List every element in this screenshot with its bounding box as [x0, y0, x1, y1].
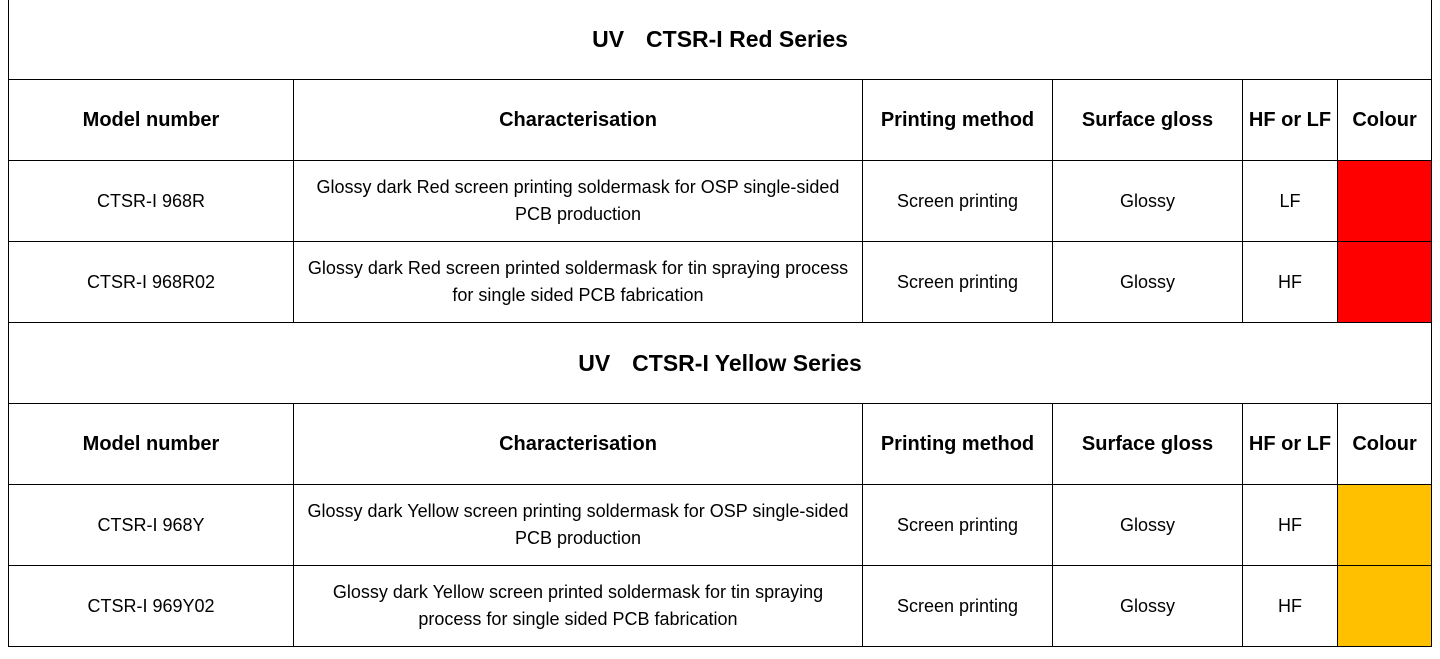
table-row — [9, 242, 1432, 323]
column-header-row — [9, 404, 1432, 485]
cell-model-number: CTSR-I 968R — [9, 161, 294, 242]
section-title-text: CTSR-I Yellow Series — [632, 349, 862, 376]
header-surface-gloss: Surface gloss — [1053, 404, 1243, 485]
product-spec-table — [8, 0, 1432, 647]
description-line: PCB production — [514, 204, 642, 224]
header-colour: Colour — [1338, 80, 1432, 161]
description-line: process for single sided PCB fabrication — [418, 609, 738, 629]
cell-surface-gloss: Glossy — [1053, 242, 1243, 323]
cell-characterisation — [294, 566, 863, 647]
cell-model-number: CTSR-I 968R02 — [9, 242, 294, 323]
section-title — [9, 0, 1432, 80]
table-row — [9, 566, 1432, 647]
section-title — [9, 323, 1432, 404]
header-printing-method: Printing method — [863, 80, 1053, 161]
colour-swatch — [1338, 161, 1432, 242]
section-title-text: CTSR-I Red Series — [646, 25, 848, 52]
cell-hf-or-lf: LF — [1243, 161, 1338, 242]
cell-surface-gloss: Glossy — [1053, 485, 1243, 566]
description-line: Glossy dark Red screen printed soldermask for tin spraying process — [307, 258, 849, 278]
table-row — [9, 485, 1432, 566]
cell-hf-or-lf: HF — [1243, 485, 1338, 566]
description-line: Glossy dark Red screen printing soldermask for OSP single-sided — [316, 177, 840, 197]
section-title-prefix: UV — [578, 349, 611, 376]
section-title-row — [9, 0, 1432, 80]
cell-model-number: CTSR-I 969Y02 — [9, 566, 294, 647]
header-characterisation: Characterisation — [294, 404, 863, 485]
colour-swatch — [1338, 242, 1432, 323]
cell-characterisation — [294, 242, 863, 323]
header-model-number: Model number — [9, 404, 294, 485]
header-hf-or-lf: HF or LF — [1243, 80, 1338, 161]
description-line: Glossy dark Yellow screen printing soldermask for OSP single-sided — [307, 501, 849, 521]
cell-printing-method: Screen printing — [863, 242, 1053, 323]
cell-hf-or-lf: HF — [1243, 242, 1338, 323]
cell-surface-gloss: Glossy — [1053, 566, 1243, 647]
description-line: PCB production — [514, 528, 642, 548]
cell-characterisation — [294, 485, 863, 566]
cell-model-number: CTSR-I 968Y — [9, 485, 294, 566]
cell-printing-method: Screen printing — [863, 566, 1053, 647]
cell-hf-or-lf: HF — [1243, 566, 1338, 647]
header-printing-method: Printing method — [863, 404, 1053, 485]
section-title-prefix: UV — [592, 25, 625, 52]
cell-surface-gloss: Glossy — [1053, 161, 1243, 242]
cell-characterisation — [294, 161, 863, 242]
colour-swatch — [1338, 485, 1432, 566]
header-characterisation: Characterisation — [294, 80, 863, 161]
header-surface-gloss: Surface gloss — [1053, 80, 1243, 161]
table-row — [9, 161, 1432, 242]
section-title-row — [9, 323, 1432, 404]
cell-printing-method: Screen printing — [863, 485, 1053, 566]
header-colour: Colour — [1338, 404, 1432, 485]
header-hf-or-lf: HF or LF — [1243, 404, 1338, 485]
description-line: Glossy dark Yellow screen printed soldermask for tin spraying — [332, 582, 824, 602]
header-model-number: Model number — [9, 80, 294, 161]
cell-printing-method: Screen printing — [863, 161, 1053, 242]
column-header-row — [9, 80, 1432, 161]
description-line: for single sided PCB fabrication — [452, 285, 704, 305]
colour-swatch — [1338, 566, 1432, 647]
